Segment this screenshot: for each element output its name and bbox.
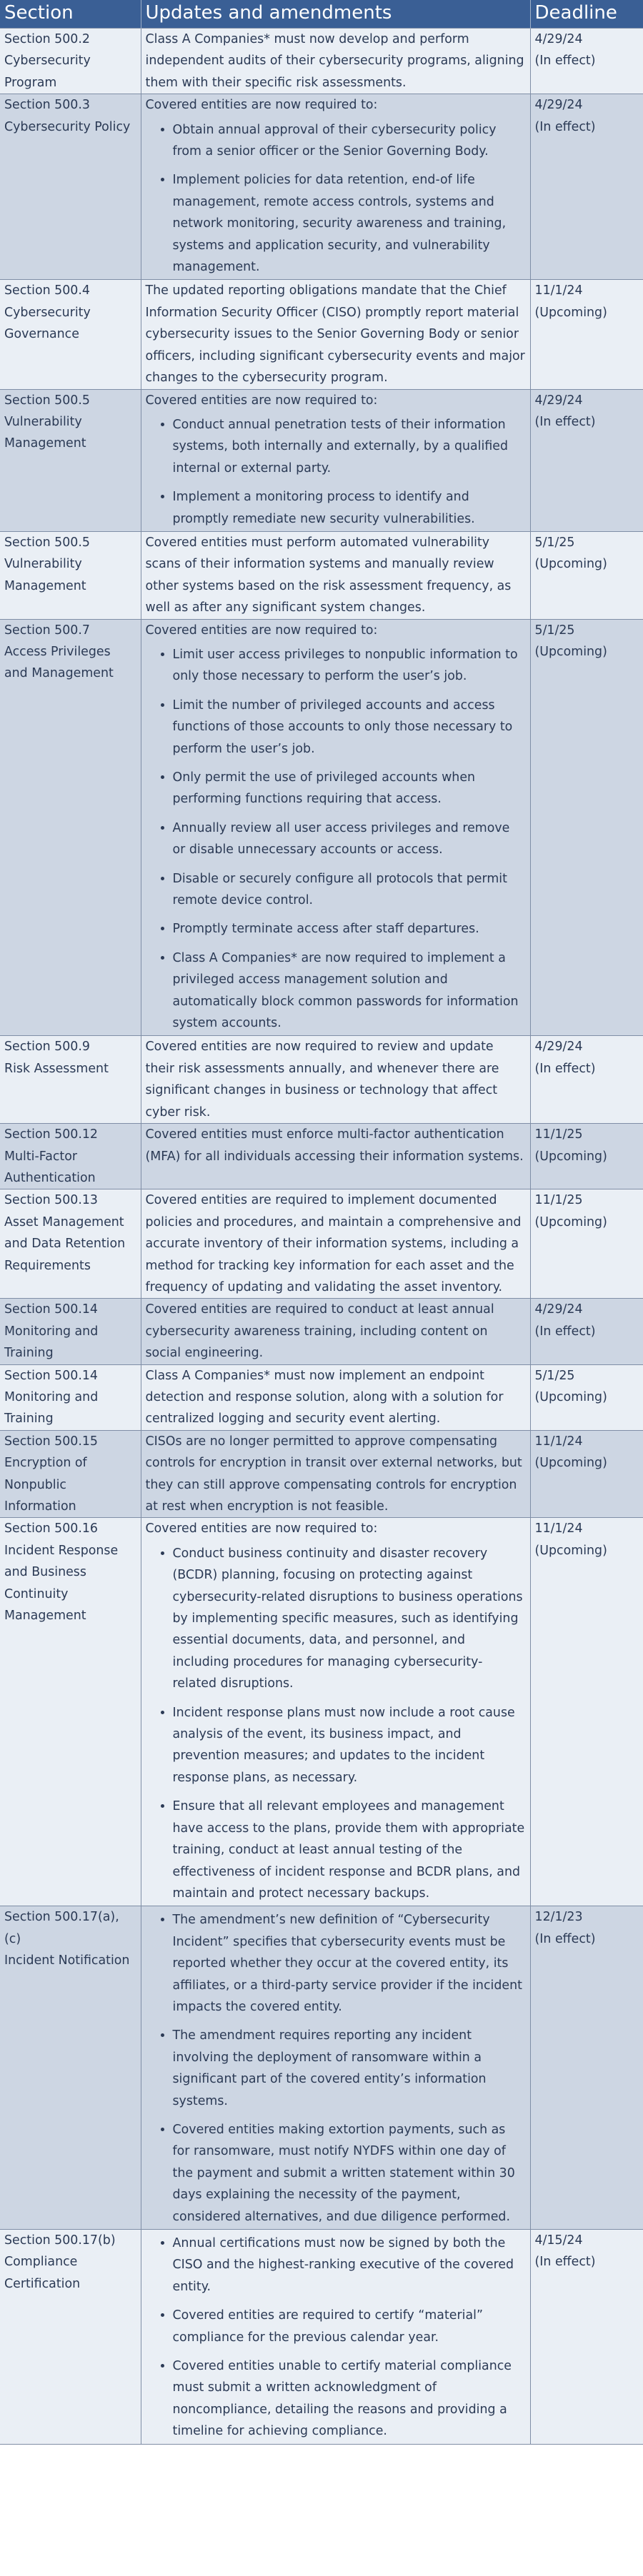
section-label-line: Cybersecurity [4, 54, 91, 69]
section-label-line: Incident Response [4, 1543, 119, 1558]
deadline-status: (In effect) [534, 1931, 596, 1946]
deadline-date: 5/1/25 [534, 1368, 575, 1383]
requirement-list [146, 119, 526, 278]
header-section: Section [0, 0, 141, 29]
requirement-item: • Implement a monitoring process to identify and promptly remediate new security vulnerabilities. [173, 486, 526, 530]
section-label-line: Program [4, 75, 57, 90]
deadline-date: 4/29/24 [534, 393, 583, 408]
section-label-line: Vulnerability [4, 557, 82, 572]
section-label-line: Cybersecurity [4, 305, 91, 320]
table-row [0, 619, 643, 1036]
requirement-item: • Incident response plans must now include a root cause analysis of the event, its business impact, and prevention measures; and updates to the incident response plans, as necessary. [173, 1702, 526, 1789]
update-text: Covered entities are now required to: [145, 623, 378, 638]
deadline-cell [530, 1430, 643, 1518]
section-label-line: Section 500.7 [4, 623, 90, 638]
section-cell [0, 2230, 141, 2445]
section-label-line: Information [4, 1499, 76, 1514]
update-text: Covered entities are now required to: [145, 1521, 378, 1536]
section-label-line: Management [4, 436, 86, 451]
deadline-cell [530, 1189, 643, 1299]
requirement-item: • Annually review all user access privileges and remove or disable unnecessary accounts or access. [173, 817, 526, 861]
deadline-status: (Upcoming) [534, 1214, 607, 1229]
deadline-cell [530, 94, 643, 280]
update-text: Covered entities are required to conduct at least annual cybersecurity awareness training, including content on social engineering. [145, 1302, 494, 1361]
updates-cell [141, 1364, 530, 1430]
section-label-line: Training [4, 1412, 54, 1427]
requirement-item: • Only permit the use of privileged accounts when performing functions requiring that access. [173, 767, 526, 810]
table-row [0, 1364, 643, 1430]
requirement-list [146, 1543, 526, 1905]
section-label-line: Section 500.17(a), (c) [4, 1910, 119, 1946]
update-text: The updated reporting obligations mandate that the Chief Information Security Officer (CISO) promptly report material cybersecurity issues to the Senior Governing Body or senior officers, including significant cybersecurity events and major changes to the cybersecurity program. [145, 283, 525, 386]
requirement-list [146, 1909, 526, 2228]
table-row [0, 2230, 643, 2445]
updates-cell [141, 1906, 530, 2230]
deadline-date: 12/1/23 [534, 1910, 583, 1925]
section-label-line: Incident Notification [4, 1953, 130, 1968]
section-label-line: Section 500.16 [4, 1521, 98, 1536]
deadline-date: 4/15/24 [534, 2233, 583, 2248]
table-row [0, 1036, 643, 1124]
deadline-date: 4/29/24 [534, 1302, 583, 1317]
deadline-cell [530, 29, 643, 94]
updates-cell [141, 1189, 530, 1299]
updates-cell [141, 1124, 530, 1189]
table-row [0, 1189, 643, 1299]
deadline-status: (In effect) [534, 1324, 596, 1339]
updates-cell [141, 531, 530, 619]
deadline-status: (Upcoming) [534, 644, 607, 659]
table-row [0, 29, 643, 94]
requirement-item: • Annual certifications must now be signed by both the CISO and the highest-ranking executive of the covered entity. [173, 2233, 526, 2298]
table-row [0, 1124, 643, 1189]
updates-cell [141, 619, 530, 1036]
requirement-item: • Conduct business continuity and disaster recovery (BCDR) planning, focusing on protecting against cybersecurity-related disruptions to business operations by implementing specific measures, such as identifying essential documents, data, and personnel, and including procedures for managing cybersecurity-related disruptions. [173, 1543, 526, 1695]
section-label-line: Section 500.9 [4, 1040, 90, 1055]
deadline-status: (Upcoming) [534, 1149, 607, 1164]
deadline-date: 4/29/24 [534, 32, 583, 46]
section-cell [0, 1518, 141, 1906]
requirement-item: • Disable or securely configure all protocols that permit remote device control. [173, 868, 526, 912]
updates-cell [141, 2230, 530, 2445]
table-row [0, 389, 643, 531]
section-label-line: Vulnerability [4, 414, 82, 429]
section-label-line: Section 500.12 [4, 1127, 98, 1142]
section-cell [0, 619, 141, 1036]
section-cell [0, 389, 141, 531]
section-label-line: Section 500.15 [4, 1434, 98, 1449]
section-label-line: Monitoring and [4, 1324, 99, 1339]
deadline-date: 5/1/25 [534, 535, 575, 550]
table-header-row [0, 0, 643, 29]
section-label-line: and Business [4, 1565, 86, 1580]
deadline-status: (Upcoming) [534, 557, 607, 572]
deadline-status: (In effect) [534, 1061, 596, 1076]
update-text: Covered entities are required to implement documented policies and procedures, and maintain a comprehensive and accurate inventory of their information systems, including a method for tracking key information for each asset and the frequency of updating and validating the asset inventory. [145, 1193, 522, 1294]
deadline-cell [530, 619, 643, 1036]
update-text: Covered entities must enforce multi-factor authentication (MFA) for all individuals accessing their information systems. [145, 1127, 524, 1164]
section-label-line: Section 500.3 [4, 98, 90, 113]
deadline-date: 11/1/24 [534, 1434, 583, 1449]
section-label-line: Management [4, 578, 86, 593]
section-label-line: Section 500.5 [4, 393, 90, 408]
deadline-status: (Upcoming) [534, 1543, 607, 1558]
deadline-date: 4/29/24 [534, 98, 583, 113]
requirement-item: • Promptly terminate access after staff departures. [173, 918, 526, 940]
section-label-line: Authentication [4, 1170, 96, 1185]
section-cell [0, 1430, 141, 1518]
deadline-status: (In effect) [534, 54, 596, 69]
section-label-line: Access Privileges [4, 644, 111, 659]
requirement-item: • Covered entities are required to certify “material” compliance for the previous calendar year. [173, 2305, 526, 2348]
update-text: Class A Companies* must now implement an endpoint detection and response solution, along with a solution for centralized logging and security event alerting. [145, 1368, 504, 1427]
section-label-line: Section 500.5 [4, 535, 90, 550]
requirement-item: • The amendment’s new definition of “Cybersecurity Incident” specifies that cybersecurity events must be reported whether they occur at the covered entity, its affiliates, or a third-party service provider if the incident impacts the covered entity. [173, 1909, 526, 2018]
requirement-item: • The amendment requires reporting any incident involving the deployment of ransomware within a significant part of the covered entity’s information systems. [173, 2025, 526, 2112]
update-text: Covered entities are now required to review and update their risk assessments annually, and whenever there are significant changes in business or technology that affect cyber risk. [145, 1040, 499, 1120]
section-label-line: Certification [4, 2276, 81, 2291]
header-updates: Updates and amendments [141, 0, 530, 29]
table-row [0, 94, 643, 280]
section-cell [0, 1906, 141, 2230]
deadline-date: 11/1/25 [534, 1193, 583, 1208]
deadline-status: (In effect) [534, 2255, 596, 2270]
section-label-line: Training [4, 1346, 54, 1361]
section-cell [0, 1189, 141, 1299]
deadline-status: (In effect) [534, 414, 596, 429]
section-label-line: Monitoring and [4, 1389, 99, 1404]
update-text: CISOs are no longer permitted to approve compensating controls for encryption in transit over external networks, but they can still approve compensating controls for encryption at rest when encryption is not feasible. [145, 1434, 522, 1514]
section-label-line: Section 500.4 [4, 283, 90, 298]
section-label-line: Section 500.2 [4, 32, 90, 46]
updates-cell [141, 1430, 530, 1518]
requirement-list [146, 2233, 526, 2442]
deadline-cell [530, 1518, 643, 1906]
deadline-status: (Upcoming) [534, 305, 607, 320]
table-row [0, 531, 643, 619]
requirement-item: • Conduct annual penetration tests of their information systems, both internally and externally, by a qualified internal or external party. [173, 414, 526, 479]
update-text: Covered entities must perform automated vulnerability scans of their information systems and manually review other systems based on the risk assessment frequency, as well as after any significant system changes. [145, 535, 512, 615]
table-row [0, 1430, 643, 1518]
deadline-cell [530, 280, 643, 389]
section-cell [0, 29, 141, 94]
update-text: Class A Companies* must now develop and perform independent audits of their cybersecurity programs, aligning them with their specific risk assessments. [145, 32, 524, 90]
section-label-line: and Data Retention [4, 1237, 126, 1252]
table-row [0, 1906, 643, 2230]
deadline-status: (In effect) [534, 119, 596, 134]
requirement-list [146, 644, 526, 1035]
deadline-status: (Upcoming) [534, 1389, 607, 1404]
deadline-date: 5/1/25 [534, 623, 575, 638]
deadline-date: 11/1/24 [534, 283, 583, 298]
update-text: Covered entities are now required to: [145, 98, 378, 113]
section-cell [0, 94, 141, 280]
section-label-line: Compliance [4, 2255, 78, 2270]
updates-cell [141, 389, 530, 531]
updates-cell [141, 1299, 530, 1364]
deadline-date: 11/1/25 [534, 1127, 583, 1142]
requirement-item: • Implement policies for data retention, end-of life management, remote access controls, systems and network monitoring, security awareness and training, systems and application security, and vulnerability management. [173, 169, 526, 278]
requirement-item: • Obtain annual approval of their cybersecurity policy from a senior officer or the Senior Governing Body. [173, 119, 526, 163]
deadline-date: 11/1/24 [534, 1521, 583, 1536]
section-label-line: Requirements [4, 1258, 91, 1273]
section-label-line: Management [4, 1609, 86, 1624]
section-cell [0, 1124, 141, 1189]
updates-cell [141, 94, 530, 280]
section-label-line: Continuity [4, 1586, 69, 1601]
section-label-line: and Management [4, 666, 114, 681]
section-label-line: Section 500.14 [4, 1302, 98, 1317]
section-label-line: Section 500.13 [4, 1193, 98, 1208]
requirement-list [146, 414, 526, 530]
section-cell [0, 1036, 141, 1124]
requirement-item: • Class A Companies* are now required to implement a privileged access management solution and automatically block common passwords for information system accounts. [173, 947, 526, 1035]
updates-cell [141, 280, 530, 389]
section-cell [0, 280, 141, 389]
section-label-line: Risk Assessment [4, 1061, 109, 1076]
requirement-item: • Limit user access privileges to nonpublic information to only those necessary to perform the user’s job. [173, 644, 526, 688]
header-deadline: Deadline [530, 0, 643, 29]
deadline-cell [530, 1364, 643, 1430]
update-text: Covered entities are now required to: [145, 393, 378, 408]
updates-cell [141, 1036, 530, 1124]
table-row [0, 1518, 643, 1906]
deadline-date: 4/29/24 [534, 1040, 583, 1055]
deadline-cell [530, 2230, 643, 2445]
section-label-line: Section 500.17(b) [4, 2233, 116, 2248]
table-row [0, 1299, 643, 1364]
section-label-line: Governance [4, 327, 79, 342]
section-label-line: Multi-Factor [4, 1149, 78, 1164]
section-cell [0, 531, 141, 619]
table-row [0, 280, 643, 389]
section-label-line: Cybersecurity Policy [4, 119, 131, 134]
deadline-cell [530, 531, 643, 619]
updates-cell [141, 1518, 530, 1906]
section-label-line: Section 500.14 [4, 1368, 98, 1383]
section-cell [0, 1364, 141, 1430]
deadline-cell [530, 1124, 643, 1189]
deadline-status: (Upcoming) [534, 1456, 607, 1471]
section-cell [0, 1299, 141, 1364]
deadline-cell [530, 1299, 643, 1364]
section-label-line: Asset Management [4, 1214, 124, 1229]
requirement-item: • Covered entities unable to certify material compliance must submit a written acknowledgment of noncompliance, detailing the reasons and providing a timeline for achieving compliance. [173, 2355, 526, 2442]
requirement-item: • Limit the number of privileged accounts and access functions of those accounts to only those necessary to perform the user’s job. [173, 695, 526, 760]
section-label-line: Nonpublic [4, 1477, 66, 1492]
deadline-cell [530, 1906, 643, 2230]
deadline-cell [530, 389, 643, 531]
requirement-item: • Ensure that all relevant employees and management have access to the plans, provide them with appropriate training, conduct at least annual testing of the effectiveness of incident response and BCDR plans, and maintain and protect necessary backups. [173, 1796, 526, 1904]
updates-cell [141, 29, 530, 94]
deadline-cell [530, 1036, 643, 1124]
section-label-line: Encryption of [4, 1456, 87, 1471]
requirement-item: • Covered entities making extortion payments, such as for ransomware, must notify NYDFS within one day of the payment and submit a written statement within 30 days explaining the necessity of the payment, considered alternatives, and due diligence performed. [173, 2119, 526, 2228]
